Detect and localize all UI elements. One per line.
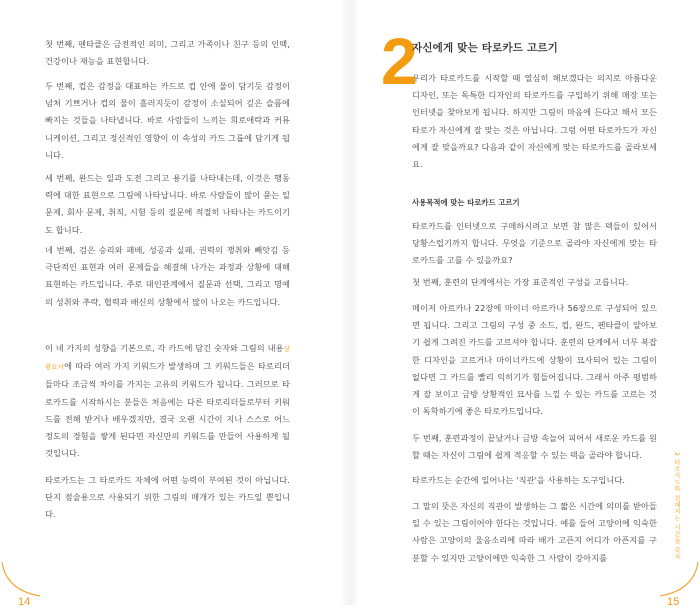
page-number-right: 15 — [667, 596, 680, 608]
page-corner-ornament-right — [652, 560, 700, 600]
paragraph: 타로카드는 순간에 일어나는 '직관'을 사용하는 도구입니다. — [412, 475, 626, 485]
paragraph: 첫 번째, 펜타클은 금전적인 의미, 그리고 가족이나 친구 등의 인맥, 건강이나 재능을 표현합니다. — [45, 39, 290, 67]
page-corner-ornament-left — [0, 560, 48, 600]
paragraph: 메이저 아르카나 22장에 마이너 아르카나 56장으로 구성되어 있으면 됩니다. 그리고 그림의 구성 중 소드, 컵, 완드, 펜타클이 알아보기 쉽게 그려진 카드를 고르셔야 합니다. 훈련의 단계에서 너무 복잡한 디자인을 고르거나 마이너카드에 상황이 묘사되어 있는 그림이 없다면 그 카드를 빨리 익히기가 힘들어집니다. 그래서 아주 평범하게 잘 보이고 금방 상황적인 묘사를 느낄 수 있는 카드를 고르는 것이 독학하기에 좋은 타로카드입니다. — [412, 303, 657, 417]
paragraph: 두 번째, 컵은 감정을 대표하는 카드로 컵 안에 물이 담기듯 감정이 넘쳐 기쁘거나 컵의 물이 흘러지듯이 감정이 소실되어 깊은 슬픔에 빠지는 것들을 나타냅니다. 바로 사람들이 느끼는 희로애락과 커뮤니케이션, 그리고 정신적인 영향이 이 속성의 카드 그룹에 담기게 됩니다. — [45, 81, 290, 160]
left-page — [0, 0, 350, 605]
paragraph: 타로카드는 그 타로카드 자체에 어떤 능력이 부여된 것이 아닙니다. 단지 점술용으로 사용되기 위한 그림의 매개가 있는 카드일 뿐입니다. — [45, 475, 290, 520]
paragraph: 첫 번째, 훈련의 단계에서는 가장 표준적인 구성을 고릅니다. — [412, 277, 629, 287]
paragraph: 네 번째, 검은 승리와 패배, 성공과 실패, 권력의 쟁취와 빼앗김 등 극단적인 표현과 여러 문제들을 해결해 나가는 과정과 상황에 대해 표현하는 카드입니다. 주로 대인관계에서 질문과 선택, 그리고 명예의 성취와 추락, 협력과 배신의 상황에서 많이 나오는 카드입니다. — [45, 245, 290, 307]
paragraph: 그 말의 뜻은 자신의 직관이 발생하는 그 짧은 시간에 의미를 받아들일 수 있는 그림이어야 한다는 것입니다. 예를 들어 고양이에 익숙한 사람은 고양이의 울음소리에 따라 배가 고픈지 어디가 아픈지를 구분할 수 있지만 고양이에만 익숙한 그 사람이 강아지를 — [412, 501, 657, 563]
section-number: 2 — [381, 24, 416, 98]
paragraph: 타로카드를 인터넷으로 구매하시려고 보면 참 많은 덱들이 있어서 당황스럽기까지 합니다. 무엇을 기준으로 골라야 자신에게 맞는 타로카드를 고를 수 있을까요? — [412, 221, 657, 266]
paragraph — [45, 340, 290, 462]
paragraph: 두 번째, 훈련과정이 끝났거나 금방 속늘어 피어서 새로운 카드를 원할 때는 자신이 그림에 쉽게 적응할 수 있는 덱을 골라야 합니다. — [412, 433, 657, 461]
highlight-text: 상황묘사 — [45, 345, 290, 372]
paragraph: 세 번째, 완드는 일과 도전 그리고 용기를 나타내는데, 이것은 행동력에 대한 표현으로 그림에 나타납니다. 바로 사람들이 많이 묻는 일 문제, 회사 문제, 취직, 시험 등의 질문에 적절히 나타나는 카드이기도 합니다. — [45, 173, 290, 235]
paragraph-text: 이 네 가지의 성향을 기본으로, 각 카드에 담긴 숫자와 그림의 내용 — [45, 343, 284, 353]
page-number-left: 14 — [18, 596, 31, 608]
running-head: 2 타로카드와 친해지는 시간을 갖자 — [673, 452, 680, 561]
section-title: 자신에게 맞는 타로카드 고르기 — [412, 42, 559, 54]
paragraph-text: 에 따라 여러 가지 키워드가 발생하며 그 키워드들은 타로리더들마다 조금씩 차이를 가지는 고유의 키워드가 됩니다. 그러므로 타로카드를 시작하시는 분들은 처음에는 다른 타로리더들로부터 키워드를 전해 받거나 배우겠지만, 결국 오랜 시간이 지나 스스로 어느 정도의 경험을 쌓게 된다면 자신만의 키워드를 만들어 사용하게 될 것입니다. — [45, 361, 290, 459]
book-gutter — [340, 0, 360, 605]
subheading: 사용목적에 맞는 타로카드 고르기 — [412, 198, 520, 207]
intro-paragraph: 우리가 타로카드를 시작할 때 열심히 해보겠다는 의지로 아름다운 디자인, 또는 독특한 디자인의 타로카드를 구입하기 위해 매장 또는 인터넷을 찾아보게 됩니다. 하지만 그림이 마음에 든다고 해서 모든 타로가 자신에게 잘 맞는 것은 아닙니다. 그럼 어떤 타로카드가 자신에게 잘 맞을까요? 다음과 같이 자신에게 맞는 타로카드를 골라보세요. — [412, 73, 657, 170]
